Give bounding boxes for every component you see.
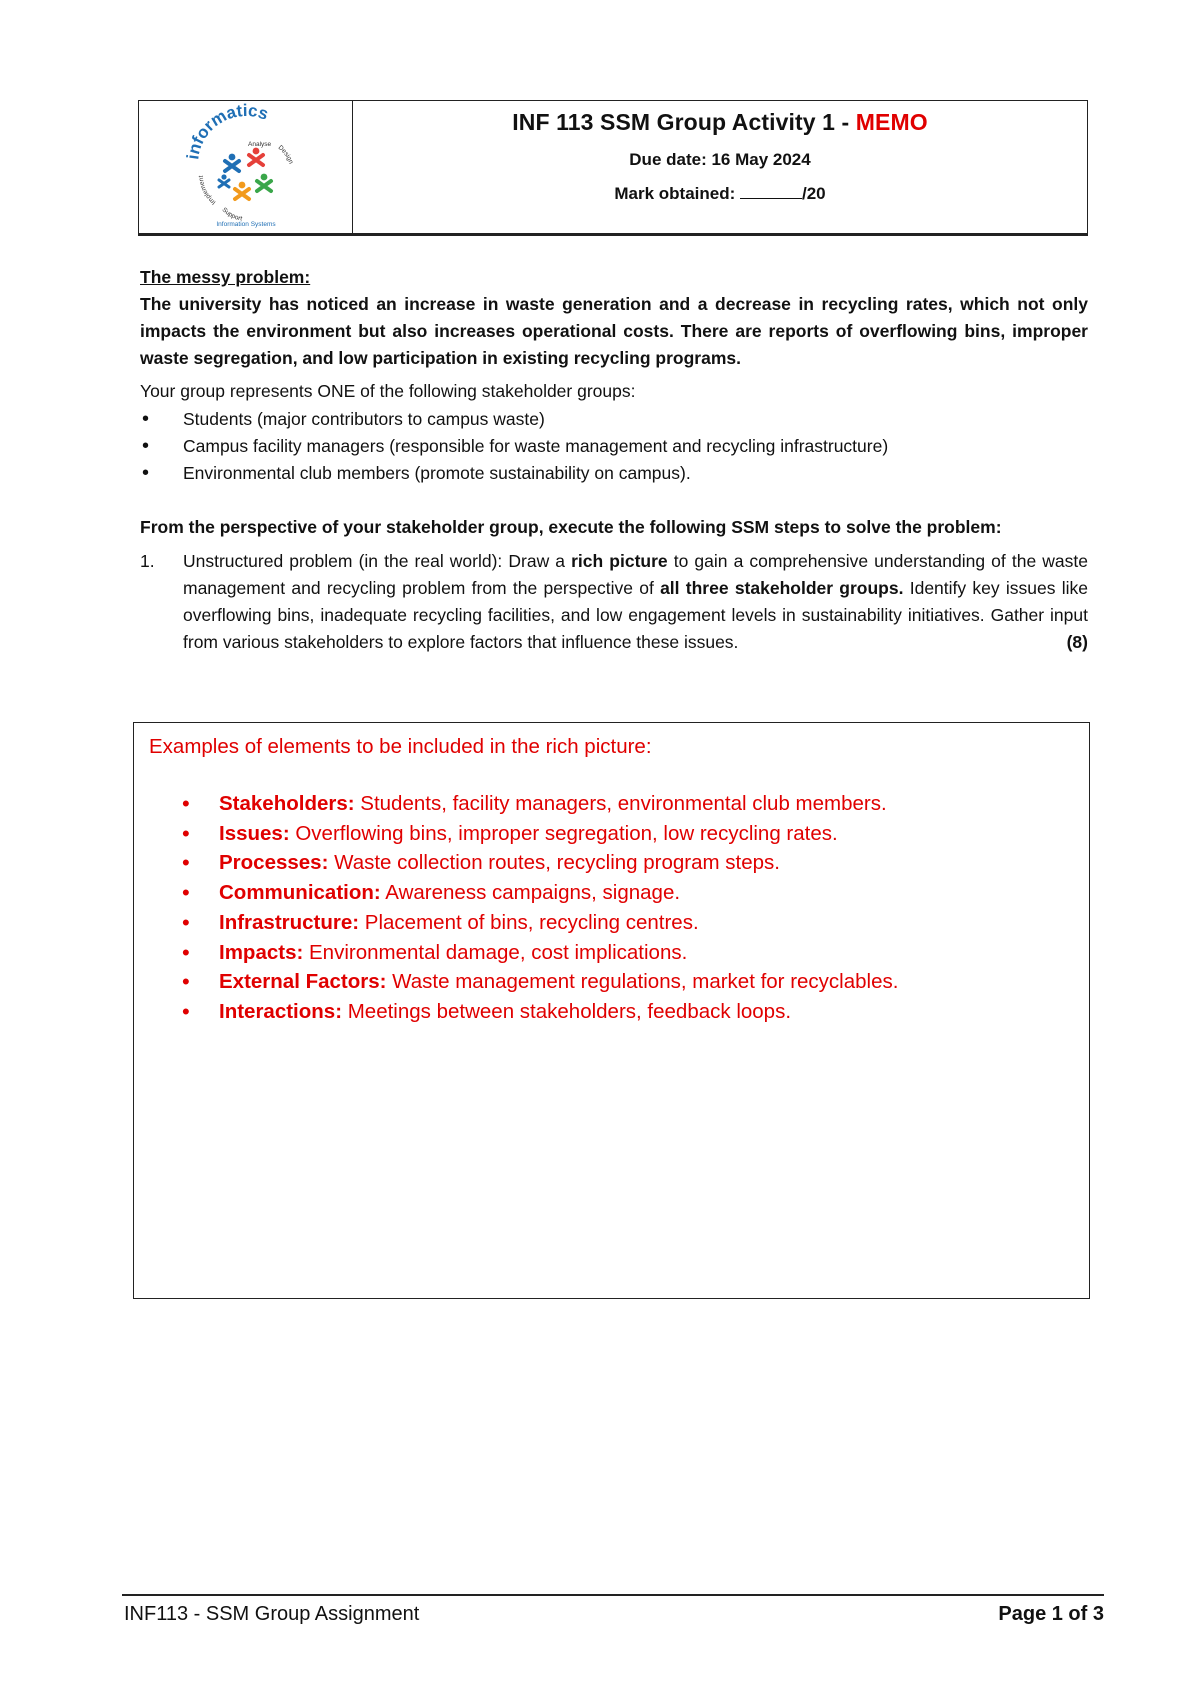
stakeholder-list: [140, 406, 1088, 487]
informatics-logo: [176, 102, 316, 232]
item-label: Processes:: [219, 851, 329, 875]
logo-ring-word: Analyse: [247, 141, 271, 148]
item-label: Stakeholders:: [219, 792, 355, 815]
svg-text:Design: [276, 144, 294, 165]
item-label: External Factors:: [219, 970, 387, 994]
step-text-part: to gain a comprehensive understanding of the waste management and recycling problem from the perspective of: [183, 551, 1088, 598]
step-text-bold: rich picture: [571, 551, 668, 571]
document-title: [512, 109, 927, 136]
item-label: Issues:: [219, 821, 290, 845]
title-memo: MEMO: [855, 109, 928, 135]
stakeholder-intro: Your group represents ONE of the following stakeholder groups:: [140, 381, 636, 401]
item-text: Meetings between stakeholders, feedback loops.: [342, 999, 792, 1023]
item-text: Environmental damage, cost implications.: [303, 940, 688, 964]
step-text-part: Unstructured problem (in the real world): Draw a: [183, 551, 572, 571]
list-item: [182, 908, 898, 938]
list-item: [182, 848, 898, 878]
logo-ring-word: Design: [276, 144, 294, 165]
problem-heading: The messy problem:: [140, 267, 311, 287]
page-number: Page 1 of 3: [998, 1603, 1104, 1625]
logo-ring-word: Support: [220, 206, 243, 223]
item-text: Students, facility managers, environmental club members.: [354, 792, 887, 815]
list-item: • Students (major contributors to campus waste): [140, 406, 1088, 433]
list-item: [182, 819, 898, 849]
list-item: [182, 878, 898, 908]
step-text: [183, 548, 1088, 656]
people-figures-icon: [219, 148, 271, 199]
mark-obtained: [614, 184, 825, 204]
answer-heading: Examples of elements to be included in the rich picture:: [149, 735, 652, 758]
problem-text: The university has noticed an increase in waste generation and a decrease in recycling rates, which not only impacts the environment but also increases operational costs. There are reports of overflowing bins, improper waste segregation, and low participation in existing recycling programs.: [140, 294, 1088, 368]
mark-label: Mark obtained:: [614, 184, 736, 203]
answer-box: [133, 722, 1090, 1299]
item-label: Infrastructure:: [219, 910, 360, 934]
header-table: [138, 100, 1088, 236]
instruction: From the perspective of your stakeholder group, execute the following SSM steps to solve the problem:: [140, 517, 1002, 537]
item-text: Waste collection routes, recycling program steps.: [328, 851, 780, 875]
document-body: [140, 264, 1088, 656]
mark-blank: [740, 185, 802, 199]
title-main: INF 113 SSM Group Activity 1 -: [512, 109, 850, 135]
footer-divider: [122, 1594, 1104, 1596]
title-cell: [353, 101, 1087, 233]
item-label: Communication:: [219, 881, 381, 905]
logo-cell: [139, 101, 353, 233]
svg-text:Implement: [197, 175, 216, 206]
list-item: • Campus facility managers (responsible for waste management and recycling infrastructure): [140, 433, 1088, 460]
item-text: Awareness campaigns, signage.: [380, 881, 681, 905]
logo-caption: Information Systems: [215, 221, 276, 228]
logo-arc-text: informatics: [182, 102, 271, 161]
list-item: [182, 967, 898, 997]
step-text-part: Identify key issues like overflowing bins, inadequate recycling facilities, and low engagement levels in sustainability initiatives. Gather input from various stakeholders to explore factors that influence these issues.: [183, 578, 1088, 652]
step-1: [140, 548, 1088, 656]
item-label: Impacts:: [219, 940, 304, 964]
list-item: [182, 789, 898, 819]
item-label: Interactions:: [219, 999, 343, 1023]
due-date: Due date: 16 May 2024: [629, 150, 811, 169]
list-item: [182, 997, 898, 1027]
step-marks: (8): [1066, 632, 1088, 652]
footer-title: INF113 - SSM Group Assignment: [124, 1603, 420, 1625]
list-item: • Environmental club members (promote sustainability on campus).: [140, 460, 1088, 487]
item-text: Waste management regulations, market for recyclables.: [386, 970, 899, 994]
step-number: 1.: [140, 551, 155, 571]
item-text: Overflowing bins, improper segregation, low recycling rates.: [289, 821, 838, 845]
item-text: Placement of bins, recycling centres.: [359, 910, 699, 934]
list-item: [182, 938, 898, 968]
logo-ring-word: Implement: [197, 175, 217, 206]
elements-list: [182, 789, 898, 1027]
step-text-bold: all three stakeholder groups.: [660, 578, 904, 598]
mark-total: /20: [802, 184, 826, 203]
